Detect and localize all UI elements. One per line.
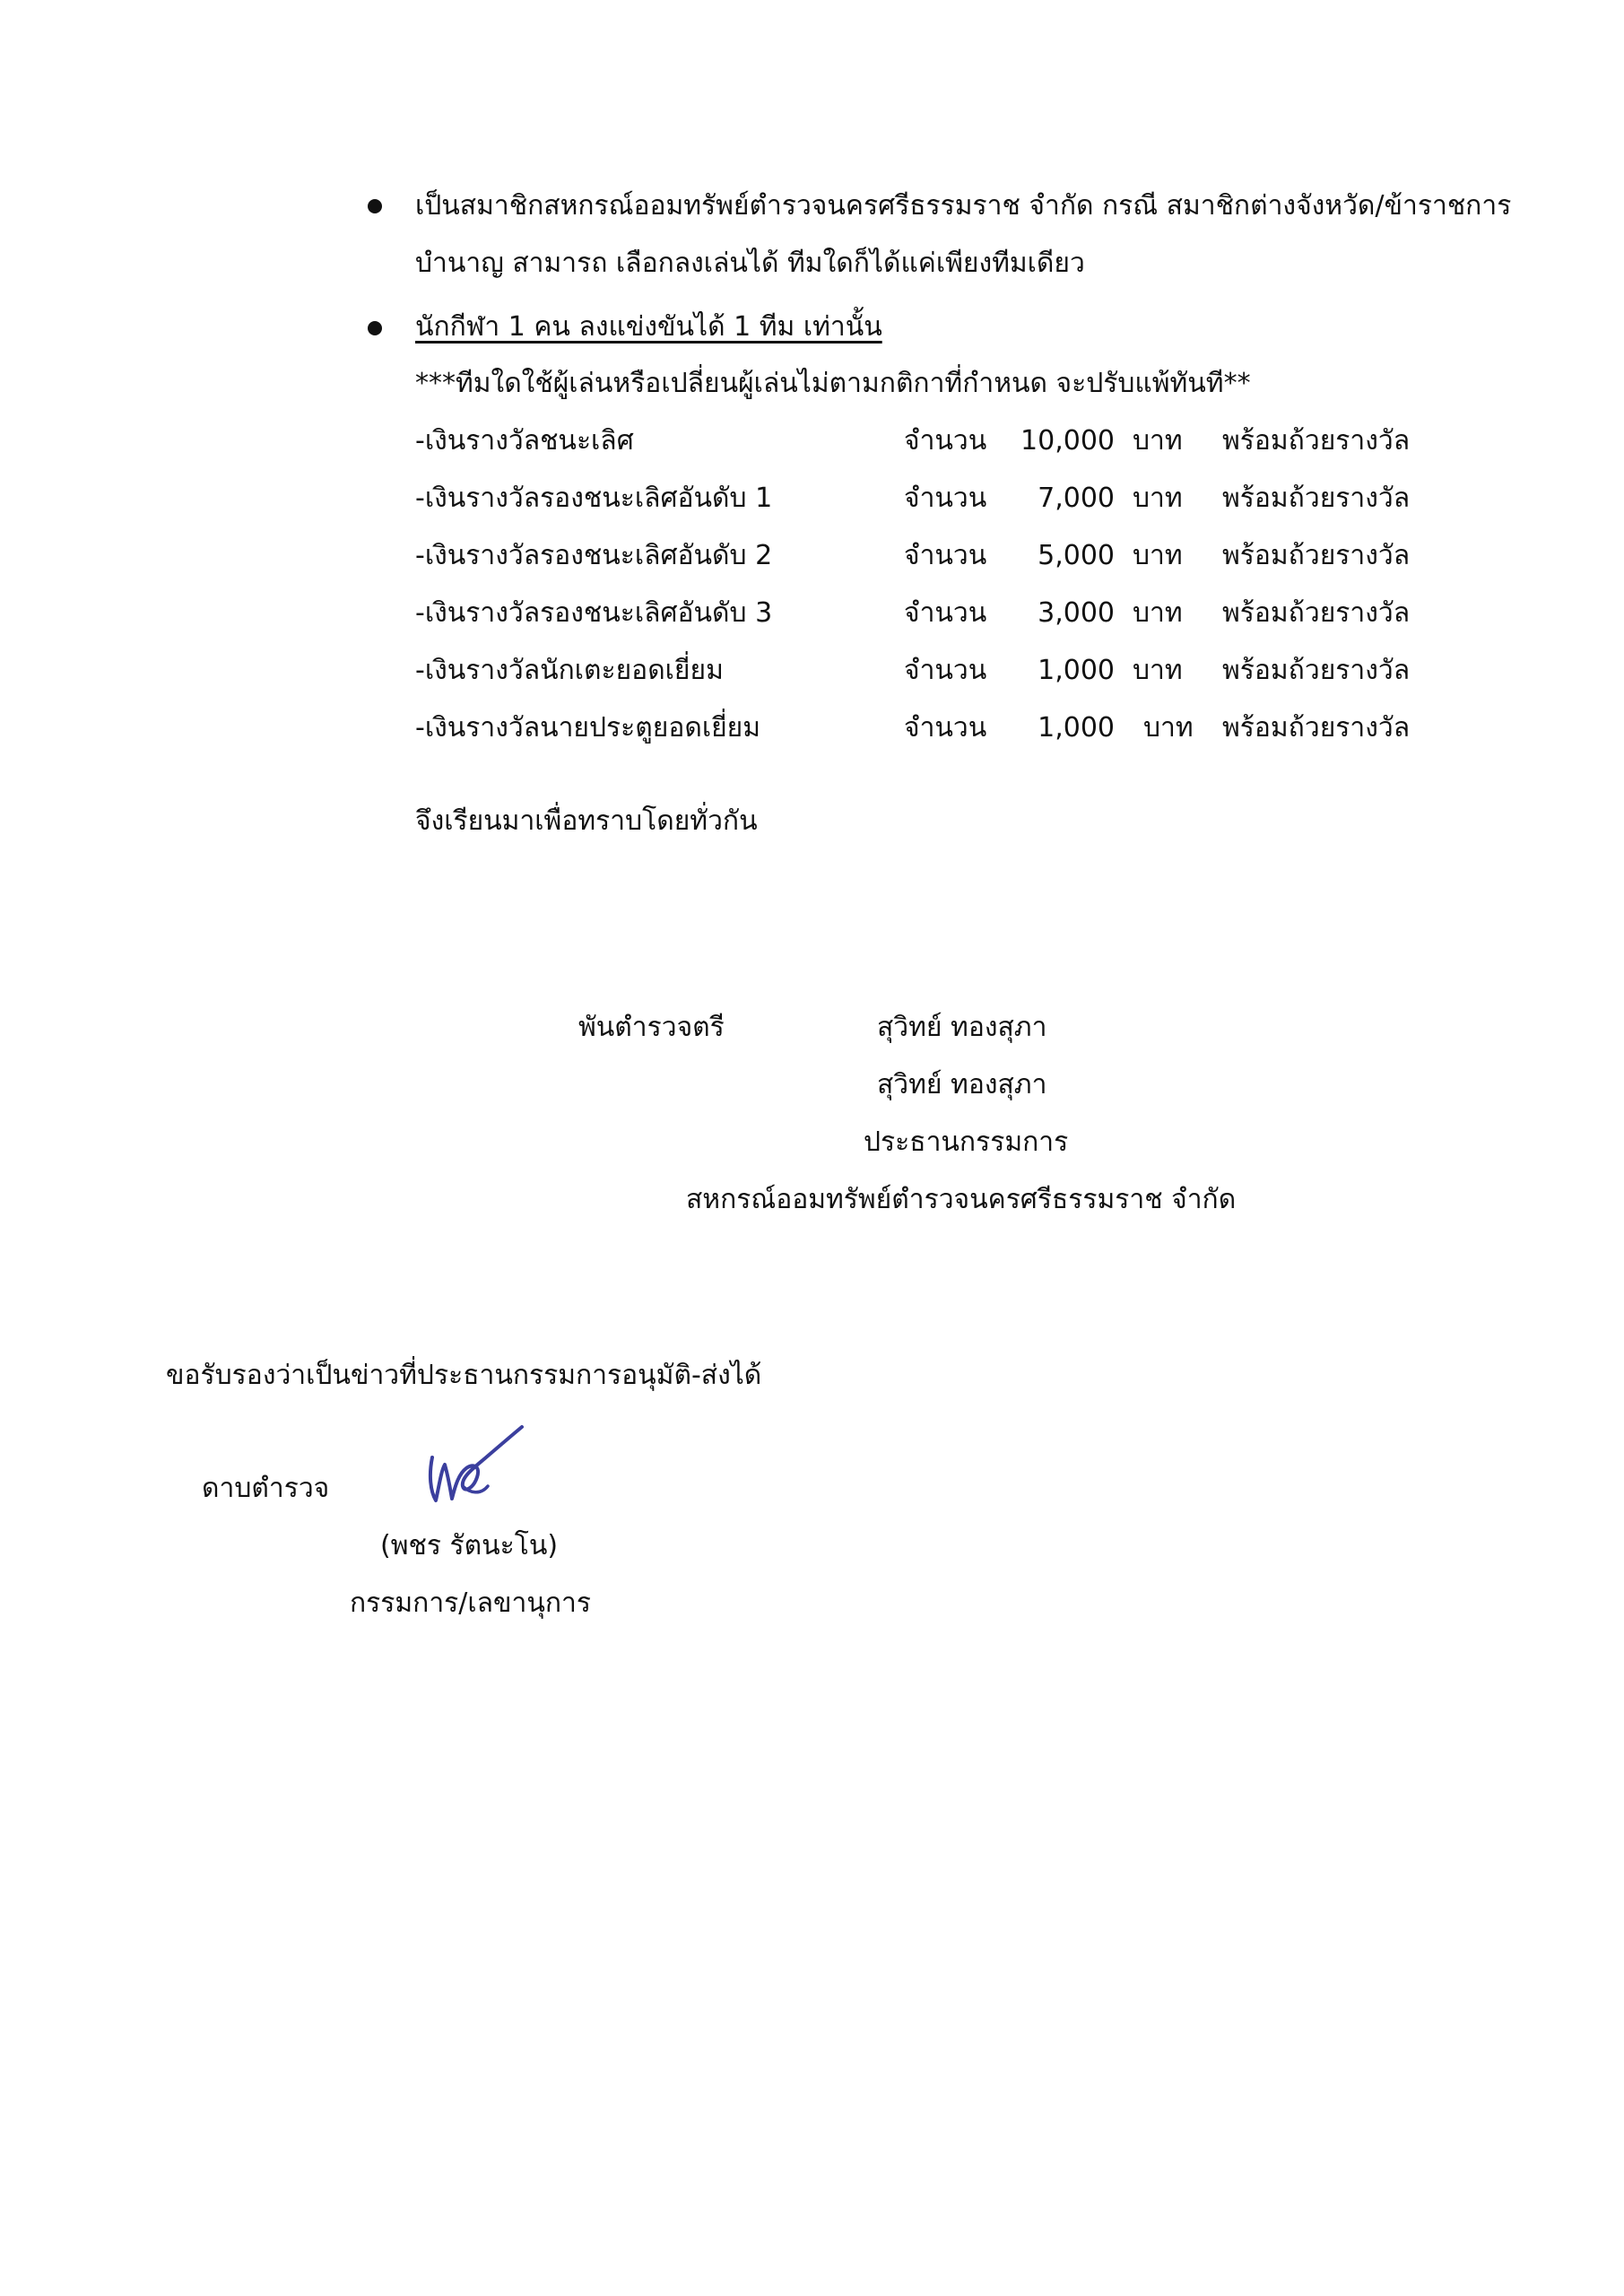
prize-qty-label: จำนวน <box>904 712 987 744</box>
prize-qty-label: จำนวน <box>904 597 987 629</box>
prize-label: -เงินรางวัลรองชนะเลิศอันดับ 2 <box>415 540 773 571</box>
certifier-rank: ดาบตำรวจ <box>202 1473 330 1504</box>
prize-row <box>415 423 1411 459</box>
signatory-organization: สหกรณ์ออมทรัพย์ตำรวจนครศรีธรรมราช จำกัด <box>686 1184 1237 1215</box>
prize-amount: 10,000 <box>1020 425 1115 457</box>
prize-extra: พร้อมถ้วยรางวัล <box>1222 597 1411 629</box>
signatory-position: ประธานกรรมการ <box>864 1126 1069 1158</box>
prize-unit: บาท <box>1143 712 1194 744</box>
prize-row <box>415 481 1411 517</box>
rule-warning: ***ทีมใดใช้ผู้เล่นหรือเปลี่ยนผู้เล่นไม่ตามกติกาที่กำหนด จะปรับแพ้ทันที** <box>415 368 1251 399</box>
certifier-name: (พชร รัตนะโน) <box>380 1530 559 1561</box>
bullet-dot-2 <box>368 321 382 335</box>
prize-row <box>415 596 1411 631</box>
prize-row <box>415 710 1411 746</box>
prize-extra: พร้อมถ้วยรางวัล <box>1222 425 1411 457</box>
prize-extra: พร้อมถ้วยรางวัล <box>1222 655 1411 686</box>
prize-qty-label: จำนวน <box>904 655 987 686</box>
bullet-2-line-1: นักกีฬา 1 คน ลงแข่งขันได้ 1 ทีม เท่านั้น <box>415 311 882 343</box>
prize-unit: บาท <box>1133 425 1183 457</box>
prize-amount: 7,000 <box>1038 483 1115 514</box>
bullet-dot-1 <box>368 199 382 213</box>
prize-amount: 3,000 <box>1038 597 1115 629</box>
prize-amount: 1,000 <box>1038 712 1115 744</box>
handwritten-signature <box>421 1422 529 1507</box>
certification-statement: ขอรับรองว่าเป็นข่าวที่ประธานกรรมการอนุมัติ-ส่งได้ <box>166 1360 762 1391</box>
closing-line: จึงเรียนมาเพื่อทราบโดยทั่วกัน <box>415 805 758 837</box>
prize-label: -เงินรางวัลนักเตะยอดเยี่ยม <box>415 655 724 686</box>
prize-label: -เงินรางวัลชนะเลิศ <box>415 425 634 457</box>
signatory-rank: พันตำรวจตรี <box>578 1012 725 1043</box>
prize-unit: บาท <box>1133 483 1183 514</box>
signatory-name: สุวิทย์ ทองสุภา <box>877 1069 1047 1100</box>
prize-row <box>415 653 1411 689</box>
prize-unit: บาท <box>1133 540 1183 571</box>
prize-label: -เงินรางวัลรองชนะเลิศอันดับ 3 <box>415 597 773 629</box>
prize-extra: พร้อมถ้วยรางวัล <box>1222 483 1411 514</box>
prize-amount: 1,000 <box>1038 655 1115 686</box>
prize-qty-label: จำนวน <box>904 483 987 514</box>
prize-unit: บาท <box>1133 597 1183 629</box>
prize-extra: พร้อมถ้วยรางวัล <box>1222 712 1411 744</box>
prize-label: -เงินรางวัลนายประตูยอดเยี่ยม <box>415 712 761 744</box>
signatory-signed-name: สุวิทย์ ทองสุภา <box>877 1012 1047 1043</box>
prize-extra: พร้อมถ้วยรางวัล <box>1222 540 1411 571</box>
prize-row <box>415 538 1411 574</box>
bullet-1-line-1: เป็นสมาชิกสหกรณ์ออมทรัพย์ตำรวจนครศรีธรรมราช จำกัด กรณี สมาชิกต่างจังหวัด/ข้าราชการ <box>415 190 1512 222</box>
prize-label: -เงินรางวัลรองชนะเลิศอันดับ 1 <box>415 483 773 514</box>
prize-qty-label: จำนวน <box>904 540 987 571</box>
bullet-1-line-2: บำนาญ สามารถ เลือกลงเล่นได้ ทีมใดก็ได้แค่เพียงทีมเดียว <box>415 248 1085 279</box>
prize-qty-label: จำนวน <box>904 425 987 457</box>
prize-unit: บาท <box>1133 655 1183 686</box>
certifier-position: กรรมการ/เลขานุการ <box>350 1587 592 1619</box>
prize-amount: 5,000 <box>1038 540 1115 571</box>
